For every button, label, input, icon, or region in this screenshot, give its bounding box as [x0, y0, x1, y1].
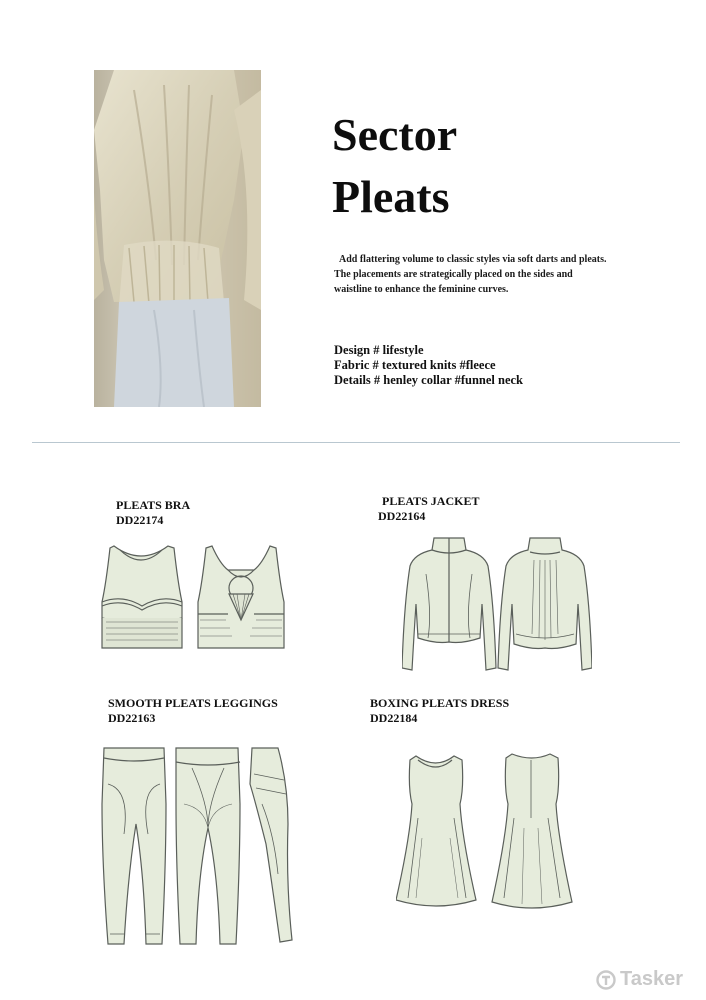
editorial-photo [94, 70, 261, 407]
product-code: DD22164 [378, 509, 426, 523]
dress-back-sketch [492, 754, 572, 908]
leggings-back-sketch [176, 748, 240, 944]
product-name: BOXING PLEATS DRESS [370, 696, 510, 710]
product-label-leggings [108, 696, 278, 726]
product-code: DD22174 [116, 513, 164, 527]
dress-sketch [396, 748, 588, 914]
product-code: DD22184 [370, 711, 418, 725]
leggings-front-sketch [102, 748, 166, 944]
bra-front-sketch [102, 546, 182, 648]
description-line: waistline to enhance the feminine curves. [334, 284, 509, 295]
tag-list [334, 343, 664, 388]
tasker-logo-icon [596, 970, 616, 990]
title-line-1: Sector [332, 109, 458, 160]
leggings-side-sketch [250, 748, 292, 942]
product-label-bra [116, 498, 190, 528]
tag-design: Design # lifestyle [334, 343, 424, 357]
jacket-back-sketch [498, 538, 592, 670]
tag-details: Details # henley collar #funnel neck [334, 373, 524, 387]
tag-fabric: Fabric # textured knits #fleece [334, 358, 496, 372]
product-name: PLEATS BRA [116, 498, 191, 512]
description [334, 252, 654, 297]
jacket-front-sketch [402, 538, 496, 670]
section-divider [32, 442, 680, 443]
page-title [332, 104, 662, 228]
product-label-jacket [378, 494, 479, 524]
product-code: DD22163 [108, 711, 156, 725]
product-name: PLEATS JACKET [382, 494, 480, 508]
watermark [596, 968, 683, 991]
description-line: The placements are strategically placed on the sides and [334, 269, 573, 280]
product-name: SMOOTH PLEATS LEGGINGS [108, 696, 278, 710]
title-line-2: Pleats [332, 171, 450, 222]
bra-sketch [96, 544, 286, 650]
description-line: Add flattering volume to classic styles via soft darts and pleats. [339, 254, 607, 265]
leggings-sketch [100, 744, 300, 950]
watermark-text: Tasker [620, 968, 684, 990]
product-label-dress [370, 696, 509, 726]
jacket-sketch [402, 534, 592, 676]
dress-front-sketch [396, 756, 476, 906]
bra-back-sketch [198, 546, 284, 648]
